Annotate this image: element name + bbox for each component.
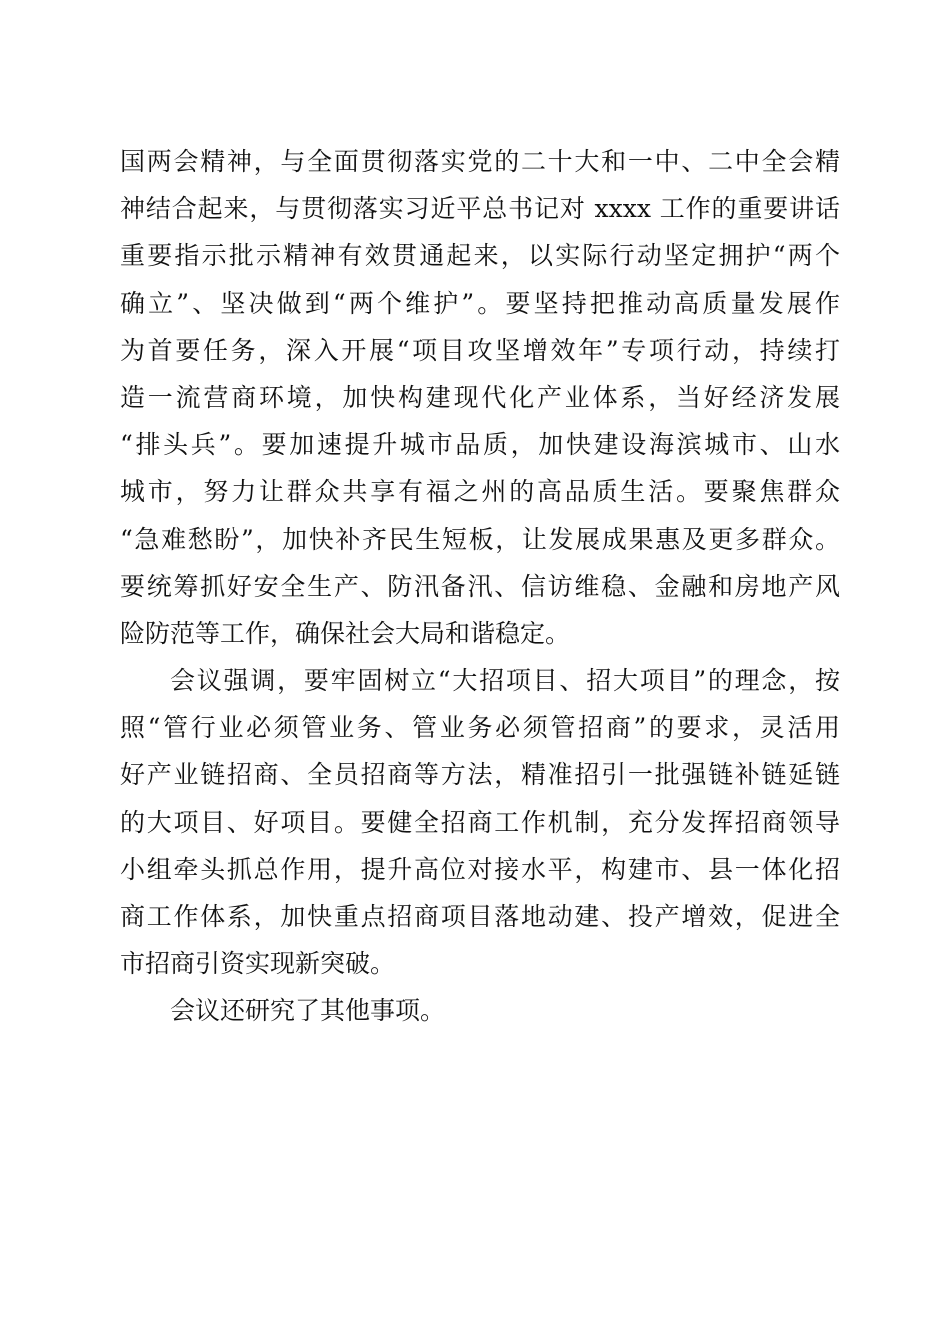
text-line: 照“管行业必须管业务、管业务必须管招商”的要求，灵活用 [120,713,840,743]
body-text [120,138,840,1035]
text-line: “排头兵”。要加速提升城市品质，加快建设海滨城市、山水 [120,430,840,460]
text-line: 城市，努力让群众共享有福之州的高品质生活。要聚焦群众 [120,477,840,507]
paragraph [120,138,840,657]
text-line: 确立”、坚决做到“两个维护”。要坚持把推动高质量发展作 [120,288,840,318]
text-line: 商工作体系，加快重点招商项目落地动建、投产增效，促进全 [120,902,840,931]
text-line: 会议还研究了其他事项。 [170,996,446,1026]
text-line: 神结合起来，与贯彻落实习近平总书记对 xxxx 工作的重要讲话 [120,194,840,224]
text-line: 为首要任务，深入开展“项目攻坚增效年”专项行动，持续打 [120,335,840,365]
paragraph [120,987,840,1034]
text-line: 造一流营商环境，加快构建现代化产业体系，当好经济发展 [120,382,840,412]
text-line: 险防范等工作，确保社会大局和谐稳定。 [120,618,571,648]
text-line: 小组牵头抓总作用，提升高位对接水平，构建市、县一体化招 [120,854,840,884]
text-line: 好产业链招商、全员招商等方法，精准招引一批强链补链延链 [120,760,840,790]
text-line: 要统筹抓好安全生产、防汛备汛、信访维稳、金融和房地产风 [120,571,840,601]
paragraph [120,657,840,987]
text-line: 国两会精神，与全面贯彻落实党的二十大和一中、二中全会精 [120,147,840,176]
text-line: 的大项目、好项目。要健全招商工作机制，充分发挥招商领导 [120,807,840,837]
text-line: 会议强调，要牢固树立“大招项目、招大项目”的理念，按 [170,666,840,696]
text-line: 市招商引资实现新突破。 [120,949,396,979]
text-line: 重要指示批示精神有效贯通起来，以实际行动坚定拥护“两个 [120,241,840,271]
text-line: “急难愁盼”，加快补齐民生短板，让发展成果惠及更多群众。 [120,524,840,554]
